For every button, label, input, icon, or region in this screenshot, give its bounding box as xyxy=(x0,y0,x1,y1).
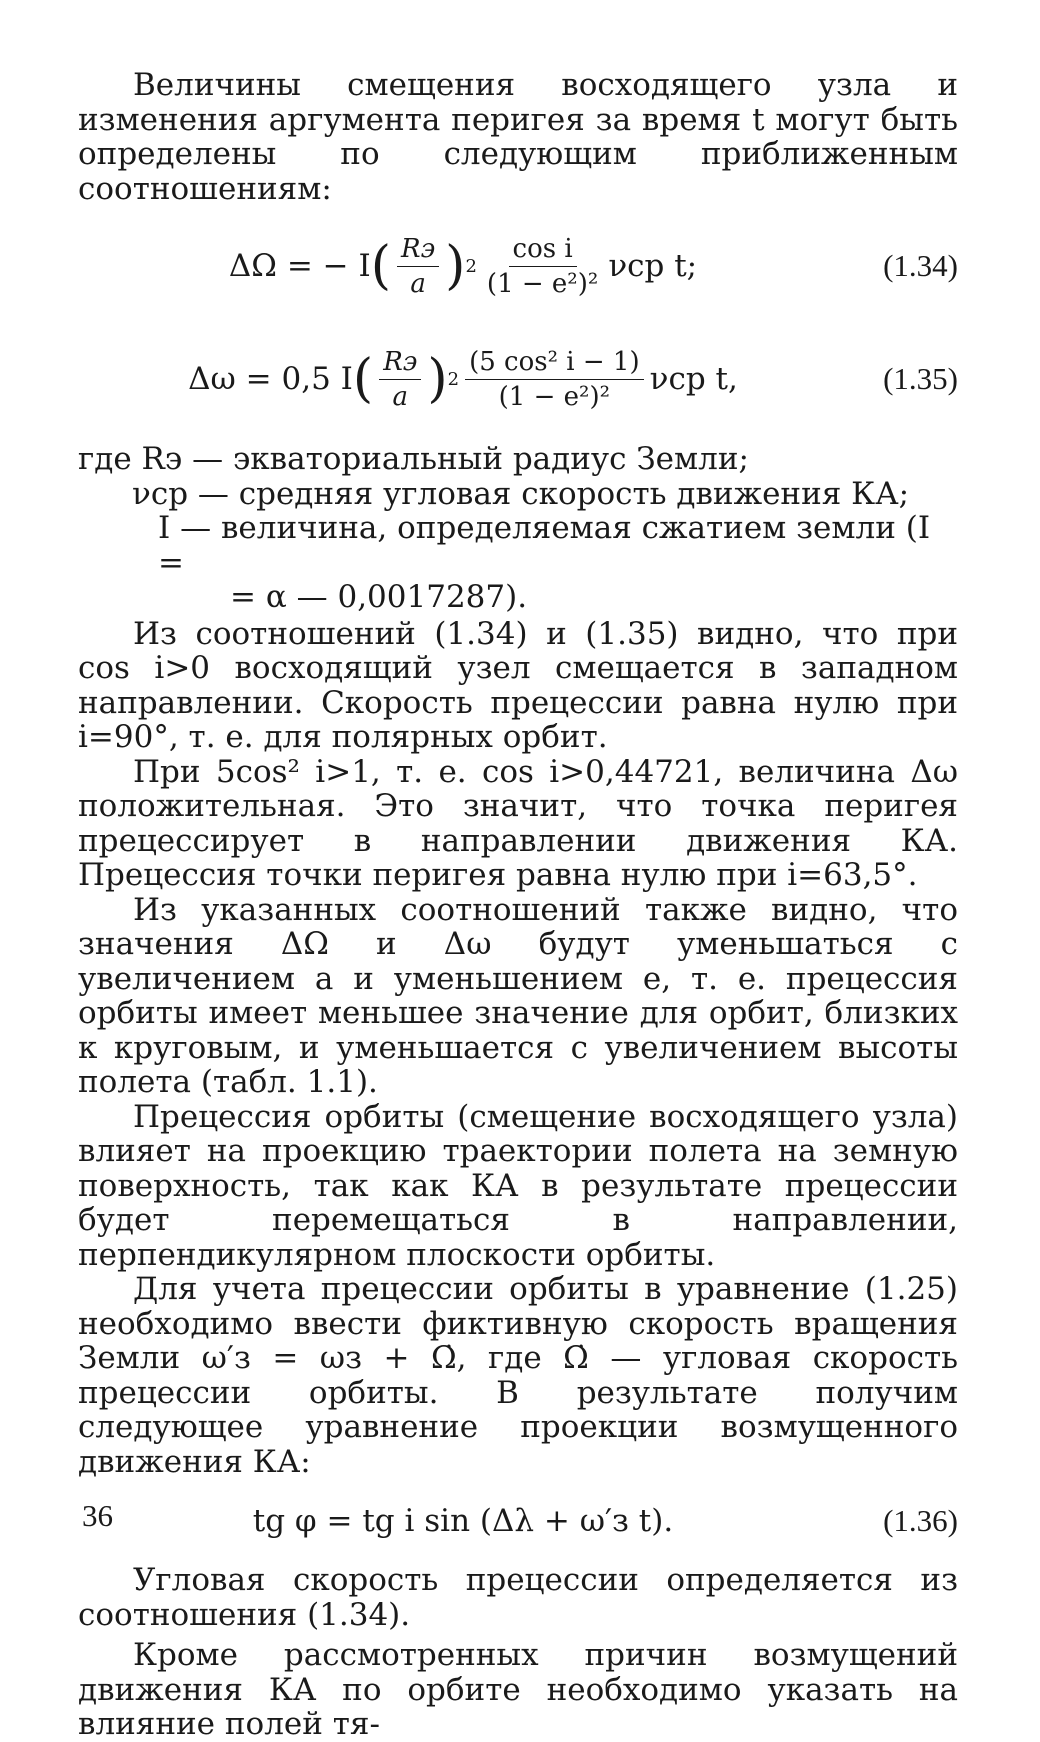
paragraph-precession-dependence: Из указанных соотношений также видно, что значения ΔΩ и Δω будут уменьшаться с увеличением a и уменьшением e, т. е. прецессия орбиты имеет меньшее значение для орбит, близких к круговым, и уменьшается с увеличением высоты полета (табл. 1.1). xyxy=(78,891,958,1100)
eq134-lhs: ΔΩ = − I xyxy=(228,248,371,284)
eq135-power: 2 xyxy=(447,368,460,390)
paragraph-projection-influence: Прецессия орбиты (смещение восходящего узла) влияет на проекцию траектории полета на земную поверхность, так как КА в результате прецессии будет перемещаться в направлении, перпендикулярном плоскости орбиты. xyxy=(78,1098,958,1273)
paragraph-fictive-rotation: Для учета прецессии орбиты в уравнение (1.25) необходимо ввести фиктивную скорость вращения Земли ω′з = ωз + Ω̇, где Ω̇ — угловая скорость прецессии орбиты. В результате получим следующее уравнение проекции возмущенного движения КА: xyxy=(78,1271,958,1480)
equation-1-36-body: tg φ = tg i sin (Δλ + ω′з t). xyxy=(252,1503,674,1539)
equation-1-34 xyxy=(78,214,958,318)
equation-number-1-36: (1.36) xyxy=(883,1503,958,1538)
eq135-frac-top: Rэ xyxy=(379,347,421,380)
eq134-tail: νср t; xyxy=(608,248,698,284)
page-number: 36 xyxy=(82,1498,113,1533)
eq134-f2-top: cos i xyxy=(509,234,577,267)
eq135-radius-fraction xyxy=(379,347,421,412)
equation-1-35 xyxy=(78,324,958,434)
paragraph-angular-speed: Угловая скорость прецессии определяется из соотношения (1.34). xyxy=(78,1562,958,1633)
eq134-f2-bot: (1 − e²)² xyxy=(486,268,599,299)
eq134-power: 2 xyxy=(465,255,477,277)
intro-paragraph: Величины смещения восходящего узла и изменения аргумента перигея за время t могут быть определены по следующим приближенным соотношениям: xyxy=(78,67,958,207)
equation-1-36 xyxy=(78,1479,958,1563)
symbol-definitions xyxy=(78,442,958,615)
eq134-frac-bot: a xyxy=(410,268,426,299)
equation-number-1-35: (1.35) xyxy=(883,361,958,396)
paragraph-other-perturbations: Кроме рассмотренных причин возмущений движения КА по орбите необходимо указать на влияние полей тя- xyxy=(78,1637,958,1742)
equation-number-1-34: (1.34) xyxy=(883,248,958,283)
page-content xyxy=(78,67,958,1742)
paragraph-perigee-precession: При 5cos² i>1, т. е. cos i>0,44721, величина Δω положительная. Это значит, что точка перигея прецессирует в направлении движения КА. Прецессия точки перигея равна нулю при i=63,5°. xyxy=(78,753,958,893)
eq135-eccentricity-fraction xyxy=(465,347,644,412)
equation-1-35-body: Δω = 0,5 I ( $\frac{Rэ}{a}$ ) 2 $\frac{\text{(5 cos² i − 1)}}{\text{(1 − e²)²}}$ νср t, xyxy=(188,346,738,412)
definition-compression: I — величина, определяемая сжатием земли (I = xyxy=(158,510,931,581)
eq135-lhs: Δω = 0,5 I xyxy=(188,361,353,397)
eq134-radius-fraction xyxy=(397,234,439,299)
definition-angular-speed: νср — средняя угловая скорость движения КА; xyxy=(132,475,910,512)
definition-compression-value: = α — 0,0017287). xyxy=(230,579,528,615)
eq135-f2-top: (5 cos² i − 1) xyxy=(465,347,644,380)
eq134-frac-top: Rэ xyxy=(397,234,439,267)
equation-1-34-body: ΔΩ = − I ( $\frac{Rэ}{a}$ ) 2 $\frac{\text{cos i}}{\text{(1 − e²)²}}$ νср t; xyxy=(228,233,698,299)
definition-radius: где Rэ — экваториальный радиус Земли; xyxy=(78,441,749,477)
eq135-f2-bot: (1 − e²)² xyxy=(498,381,611,412)
paragraph-node-shift: Из соотношений (1.34) и (1.35) видно, что при cos i>0 восходящий узел смещается в западном направлении. Скорость прецессии равна нулю при i=90°, т. е. для полярных орбит. xyxy=(78,615,958,755)
eq135-frac-bot: a xyxy=(392,381,409,412)
eq134-eccentricity-fraction xyxy=(483,234,602,299)
eq135-tail: νср t, xyxy=(649,361,738,397)
